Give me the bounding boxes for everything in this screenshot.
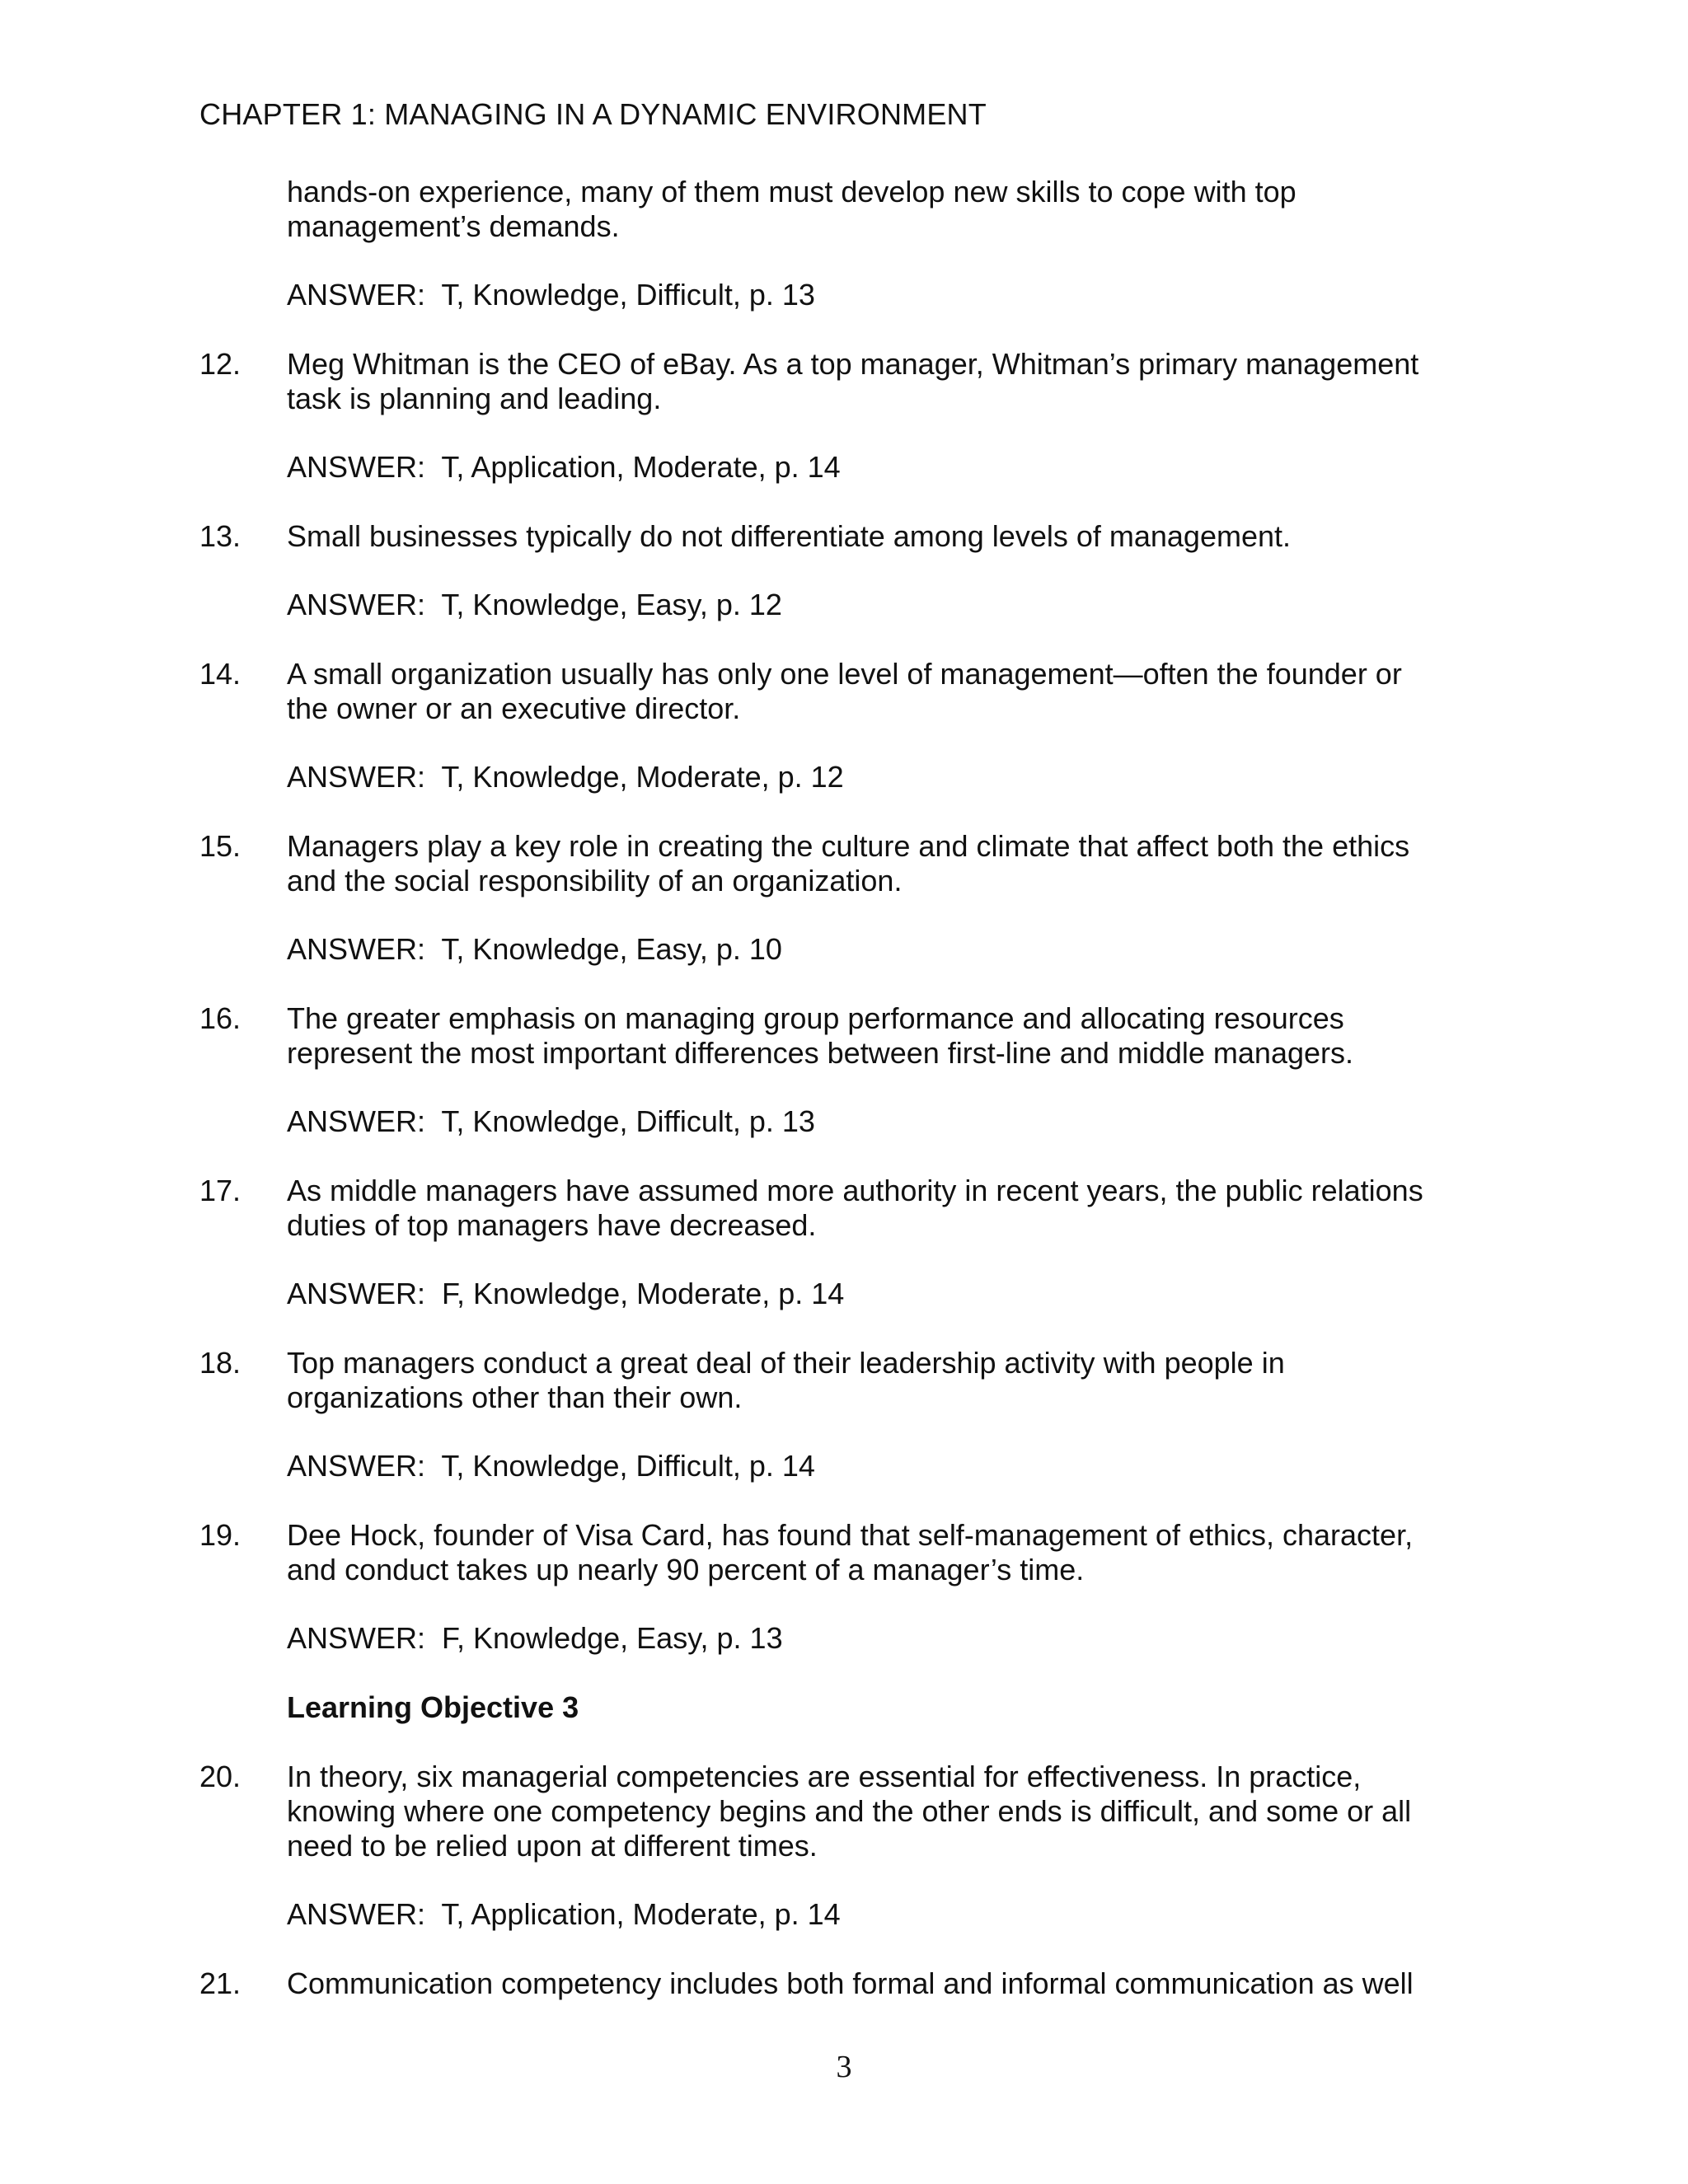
answer-line: ANSWER: T, Application, Moderate, p. 14 [287,1897,841,1931]
answer-line: ANSWER: T, Application, Moderate, p. 14 [287,450,841,484]
question-text-line: management’s demands. [287,209,620,243]
question-text-line: and the social responsibility of an organization. [287,864,903,898]
chapter-header: CHAPTER 1: MANAGING IN A DYNAMIC ENVIRONMENT [199,97,987,131]
question-number: 17. [199,1174,241,1207]
question-number: 21. [199,1966,241,2000]
answer-line: ANSWER: T, Knowledge, Difficult, p. 14 [287,1449,815,1483]
question-number: 14. [199,657,241,691]
question-text-line: hands-on experience, many of them must develop new skills to cope with top [287,175,1296,209]
question-text-line: the owner or an executive director. [287,691,741,725]
question-text-line: The greater emphasis on managing group performance and allocating resources [287,1001,1344,1035]
question-number: 15. [199,829,241,863]
answer-line: ANSWER: F, Knowledge, Moderate, p. 14 [287,1277,845,1310]
question-number: 13. [199,519,241,553]
question-text-line: In theory, six managerial competencies are essential for effectiveness. In practice, [287,1760,1362,1793]
question-text-line: need to be relied upon at different times. [287,1829,818,1863]
question-text-line: A small organization usually has only one level of management—often the founder or [287,657,1402,691]
question-number: 19. [199,1518,241,1552]
question-text-line: Meg Whitman is the CEO of eBay. As a top manager, Whitman’s primary management [287,347,1419,381]
question-number: 12. [199,347,241,381]
question-text-line: Dee Hock, founder of Visa Card, has found that self-management of ethics, character, [287,1518,1414,1552]
question-text-line: Managers play a key role in creating the culture and climate that affect both the ethics [287,829,1410,863]
answer-line: ANSWER: T, Knowledge, Easy, p. 10 [287,932,782,966]
question-text-line: As middle managers have assumed more authority in recent years, the public relations [287,1174,1423,1207]
learning-objective-heading: Learning Objective 3 [287,1690,579,1724]
question-text-line: Top managers conduct a great deal of their leadership activity with people in [287,1346,1285,1380]
question-number: 18. [199,1346,241,1380]
question-number: 20. [199,1760,241,1793]
question-text-line: knowing where one competency begins and the other ends is difficult, and some or all [287,1794,1412,1828]
answer-line: ANSWER: T, Knowledge, Easy, p. 12 [287,588,782,621]
answer-line: ANSWER: F, Knowledge, Easy, p. 13 [287,1621,783,1655]
question-text-line: Communication competency includes both formal and informal communication as well [287,1966,1414,2000]
answer-line: ANSWER: T, Knowledge, Moderate, p. 12 [287,760,844,794]
question-number: 16. [199,1001,241,1035]
question-text-line: task is planning and leading. [287,382,662,415]
answer-line: ANSWER: T, Knowledge, Difficult, p. 13 [287,278,815,312]
question-text-line: represent the most important differences between first-line and middle managers. [287,1036,1353,1070]
page-number: 3 [836,2050,852,2084]
question-text-line: duties of top managers have decreased. [287,1208,817,1242]
question-text-line: organizations other than their own. [287,1380,743,1414]
answer-line: ANSWER: T, Knowledge, Difficult, p. 13 [287,1104,815,1138]
question-text-line: and conduct takes up nearly 90 percent of a manager’s time. [287,1553,1085,1586]
question-text-line: Small businesses typically do not differentiate among levels of management. [287,519,1292,553]
